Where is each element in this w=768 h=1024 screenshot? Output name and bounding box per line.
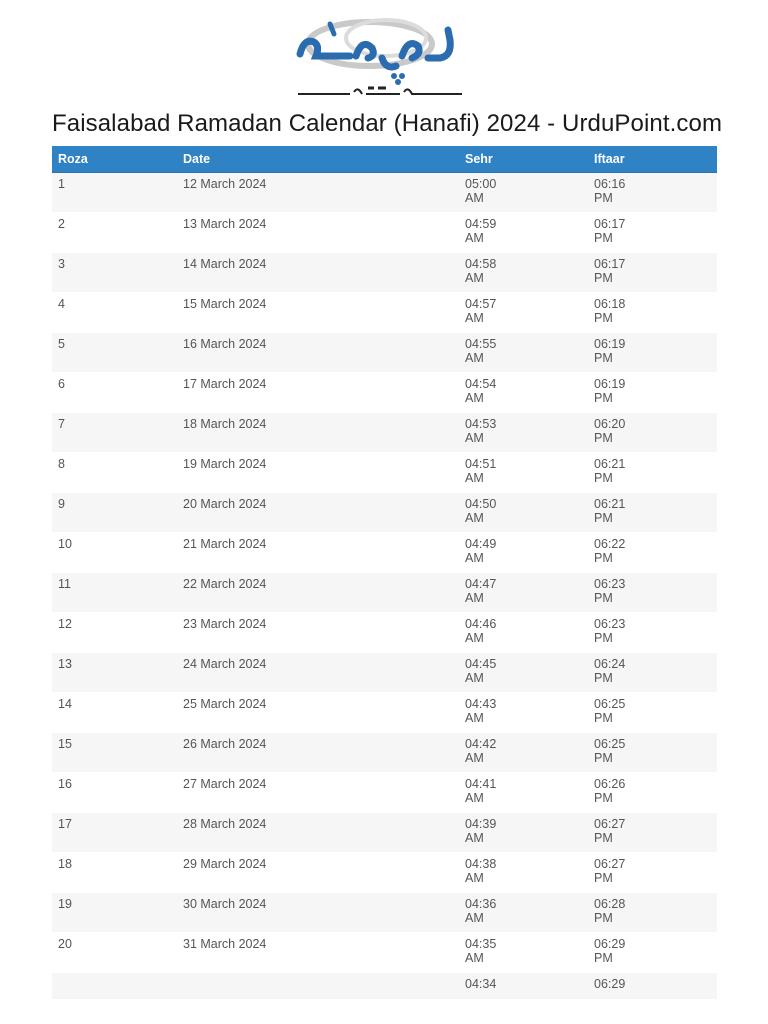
- urdupoint-logo[interactable]: [290, 8, 470, 104]
- roza-cell: 12: [52, 613, 177, 653]
- table-row: [52, 573, 717, 613]
- iftaar-cell: [588, 973, 717, 999]
- roza-cell: 18: [52, 853, 177, 893]
- roza-cell: 6: [52, 373, 177, 413]
- sehr-time: 04:49: [465, 537, 497, 551]
- sehr-cell: [459, 493, 588, 533]
- sehr-time: 04:53: [465, 417, 497, 431]
- column-header-sehr: Sehr: [459, 146, 588, 173]
- iftaar-period: PM: [594, 470, 613, 485]
- iftaar-time: 06:19: [594, 337, 626, 351]
- sehr-period: AM: [465, 190, 484, 205]
- sehr-time: 04:59: [465, 217, 497, 231]
- table-row: [52, 413, 717, 453]
- sehr-period: AM: [465, 310, 484, 325]
- sehr-cell: [459, 373, 588, 413]
- iftaar-period: PM: [594, 750, 613, 765]
- sehr-cell: [459, 173, 588, 213]
- iftaar-cell: [588, 773, 717, 813]
- table-row: [52, 813, 717, 853]
- date-cell: 12 March 2024: [177, 173, 459, 213]
- iftaar-time: 06:29: [594, 977, 626, 991]
- iftaar-cell: [588, 533, 717, 573]
- sehr-time: 04:39: [465, 817, 497, 831]
- date-cell: 26 March 2024: [177, 733, 459, 773]
- roza-cell: 1: [52, 173, 177, 213]
- table-row: [52, 173, 717, 213]
- roza-cell: 14: [52, 693, 177, 733]
- sehr-time: 04:57: [465, 297, 497, 311]
- iftaar-time: 06:26: [594, 777, 626, 791]
- iftaar-time: 06:29: [594, 937, 626, 951]
- iftaar-cell: [588, 893, 717, 933]
- date-cell: 22 March 2024: [177, 573, 459, 613]
- roza-cell: 13: [52, 653, 177, 693]
- table-row: [52, 373, 717, 413]
- sehr-cell: [459, 933, 588, 973]
- sehr-cell: [459, 693, 588, 733]
- iftaar-time: 06:28: [594, 897, 626, 911]
- sehr-period: AM: [465, 390, 484, 405]
- roza-cell: 5: [52, 333, 177, 373]
- sehr-time: 04:35: [465, 937, 497, 951]
- roza-cell: 16: [52, 773, 177, 813]
- iftaar-time: 06:17: [594, 257, 626, 271]
- sehr-cell: [459, 973, 588, 999]
- iftaar-time: 06:16: [594, 177, 626, 191]
- table-row: [52, 333, 717, 373]
- sehr-period: AM: [465, 950, 484, 965]
- sehr-period: AM: [465, 350, 484, 365]
- iftaar-period: PM: [594, 230, 613, 245]
- iftaar-time: 06:20: [594, 417, 626, 431]
- date-cell: 14 March 2024: [177, 253, 459, 293]
- iftaar-time: 06:23: [594, 617, 626, 631]
- sehr-time: 04:41: [465, 777, 497, 791]
- sehr-time: 04:46: [465, 617, 497, 631]
- table-row: [52, 853, 717, 893]
- sehr-cell: [459, 613, 588, 653]
- table-row: [52, 693, 717, 733]
- iftaar-period: PM: [594, 950, 613, 965]
- table-row: [52, 893, 717, 933]
- iftaar-period: PM: [594, 510, 613, 525]
- roza-cell: 2: [52, 213, 177, 253]
- iftaar-time: 06:25: [594, 737, 626, 751]
- table-row: [52, 973, 717, 999]
- sehr-period: AM: [465, 830, 484, 845]
- sehr-cell: [459, 213, 588, 253]
- sehr-period: AM: [465, 510, 484, 525]
- page-title: Faisalabad Ramadan Calendar (Hanafi) 2024 - UrduPoint.com: [52, 110, 723, 137]
- table-row: [52, 533, 717, 573]
- iftaar-period: PM: [594, 590, 613, 605]
- table-header-row: [52, 146, 717, 173]
- sehr-time: 04:34: [465, 977, 497, 991]
- date-cell: 20 March 2024: [177, 493, 459, 533]
- date-cell: 13 March 2024: [177, 213, 459, 253]
- sehr-time: 04:50: [465, 497, 497, 511]
- ramadan-calendar-table: [52, 146, 717, 999]
- sehr-time: 04:38: [465, 857, 497, 871]
- iftaar-cell: [588, 653, 717, 693]
- date-cell: 28 March 2024: [177, 813, 459, 853]
- iftaar-cell: [588, 733, 717, 773]
- urdupoint-logo-icon: [290, 8, 470, 104]
- sehr-period: AM: [465, 710, 484, 725]
- iftaar-time: 06:24: [594, 657, 626, 671]
- sehr-cell: [459, 573, 588, 613]
- iftaar-cell: [588, 853, 717, 893]
- iftaar-time: 06:18: [594, 297, 626, 311]
- sehr-cell: [459, 813, 588, 853]
- iftaar-cell: [588, 333, 717, 373]
- iftaar-time: 06:23: [594, 577, 626, 591]
- iftaar-period: PM: [594, 910, 613, 925]
- date-cell: 17 March 2024: [177, 373, 459, 413]
- iftaar-period: PM: [594, 870, 613, 885]
- sehr-cell: [459, 533, 588, 573]
- iftaar-cell: [588, 413, 717, 453]
- sehr-time: 04:51: [465, 457, 497, 471]
- column-header-date: Date: [177, 146, 459, 173]
- date-cell: 21 March 2024: [177, 533, 459, 573]
- iftaar-cell: [588, 173, 717, 213]
- sehr-cell: [459, 853, 588, 893]
- iftaar-period: PM: [594, 790, 613, 805]
- iftaar-time: 06:27: [594, 817, 626, 831]
- roza-cell: 10: [52, 533, 177, 573]
- table-row: [52, 733, 717, 773]
- sehr-time: 04:58: [465, 257, 497, 271]
- sehr-cell: [459, 333, 588, 373]
- iftaar-cell: [588, 613, 717, 653]
- iftaar-cell: [588, 813, 717, 853]
- sehr-cell: [459, 773, 588, 813]
- roza-cell: 11: [52, 573, 177, 613]
- iftaar-period: PM: [594, 550, 613, 565]
- table-row: [52, 213, 717, 253]
- iftaar-cell: [588, 293, 717, 333]
- sehr-period: AM: [465, 430, 484, 445]
- sehr-cell: [459, 413, 588, 453]
- iftaar-time: 06:21: [594, 497, 626, 511]
- iftaar-period: PM: [594, 190, 613, 205]
- sehr-time: 04:43: [465, 697, 497, 711]
- sehr-cell: [459, 893, 588, 933]
- sehr-period: AM: [465, 470, 484, 485]
- table-row: [52, 453, 717, 493]
- iftaar-period: PM: [594, 670, 613, 685]
- sehr-time: 04:42: [465, 737, 497, 751]
- table-body: [52, 173, 717, 999]
- roza-cell: 4: [52, 293, 177, 333]
- iftaar-cell: [588, 373, 717, 413]
- date-cell: 30 March 2024: [177, 893, 459, 933]
- table-row: [52, 293, 717, 333]
- iftaar-time: 06:21: [594, 457, 626, 471]
- table-row: [52, 493, 717, 533]
- iftaar-period: PM: [594, 630, 613, 645]
- date-cell: 31 March 2024: [177, 933, 459, 973]
- iftaar-period: PM: [594, 270, 613, 285]
- date-cell: 16 March 2024: [177, 333, 459, 373]
- iftaar-period: PM: [594, 350, 613, 365]
- roza-cell: [52, 973, 177, 999]
- roza-cell: 15: [52, 733, 177, 773]
- date-cell: 18 March 2024: [177, 413, 459, 453]
- roza-cell: 8: [52, 453, 177, 493]
- roza-cell: 7: [52, 413, 177, 453]
- roza-cell: 20: [52, 933, 177, 973]
- roza-cell: 3: [52, 253, 177, 293]
- iftaar-period: PM: [594, 710, 613, 725]
- roza-cell: 19: [52, 893, 177, 933]
- iftaar-period: PM: [594, 390, 613, 405]
- iftaar-cell: [588, 213, 717, 253]
- sehr-period: AM: [465, 910, 484, 925]
- sehr-time: 05:00: [465, 177, 497, 191]
- sehr-cell: [459, 733, 588, 773]
- table-row: [52, 773, 717, 813]
- sehr-period: AM: [465, 750, 484, 765]
- sehr-time: 04:36: [465, 897, 497, 911]
- iftaar-cell: [588, 253, 717, 293]
- sehr-time: 04:45: [465, 657, 497, 671]
- sehr-time: 04:47: [465, 577, 497, 591]
- date-cell: 23 March 2024: [177, 613, 459, 653]
- sehr-time: 04:55: [465, 337, 497, 351]
- iftaar-period: PM: [594, 310, 613, 325]
- table-row: [52, 933, 717, 973]
- sehr-time: 04:54: [465, 377, 497, 391]
- date-cell: 19 March 2024: [177, 453, 459, 493]
- table-row: [52, 653, 717, 693]
- sehr-cell: [459, 453, 588, 493]
- sehr-cell: [459, 253, 588, 293]
- column-header-roza: Roza: [52, 146, 177, 173]
- iftaar-period: PM: [594, 830, 613, 845]
- roza-cell: 9: [52, 493, 177, 533]
- date-cell: 29 March 2024: [177, 853, 459, 893]
- iftaar-cell: [588, 493, 717, 533]
- roza-cell: 17: [52, 813, 177, 853]
- date-cell: 15 March 2024: [177, 293, 459, 333]
- iftaar-time: 06:17: [594, 217, 626, 231]
- iftaar-cell: [588, 933, 717, 973]
- sehr-period: AM: [465, 550, 484, 565]
- iftaar-period: PM: [594, 430, 613, 445]
- date-cell: [177, 973, 459, 999]
- sehr-period: AM: [465, 790, 484, 805]
- date-cell: 25 March 2024: [177, 693, 459, 733]
- sehr-period: AM: [465, 590, 484, 605]
- sehr-period: AM: [465, 270, 484, 285]
- iftaar-cell: [588, 573, 717, 613]
- table-row: [52, 613, 717, 653]
- sehr-period: AM: [465, 670, 484, 685]
- date-cell: 24 March 2024: [177, 653, 459, 693]
- sehr-cell: [459, 293, 588, 333]
- sehr-period: AM: [465, 870, 484, 885]
- iftaar-time: 06:19: [594, 377, 626, 391]
- date-cell: 27 March 2024: [177, 773, 459, 813]
- iftaar-time: 06:22: [594, 537, 626, 551]
- iftaar-cell: [588, 453, 717, 493]
- iftaar-cell: [588, 693, 717, 733]
- iftaar-time: 06:27: [594, 857, 626, 871]
- sehr-cell: [459, 653, 588, 693]
- column-header-iftaar: Iftaar: [588, 146, 717, 173]
- sehr-period: AM: [465, 630, 484, 645]
- table-row: [52, 253, 717, 293]
- iftaar-time: 06:25: [594, 697, 626, 711]
- sehr-period: AM: [465, 230, 484, 245]
